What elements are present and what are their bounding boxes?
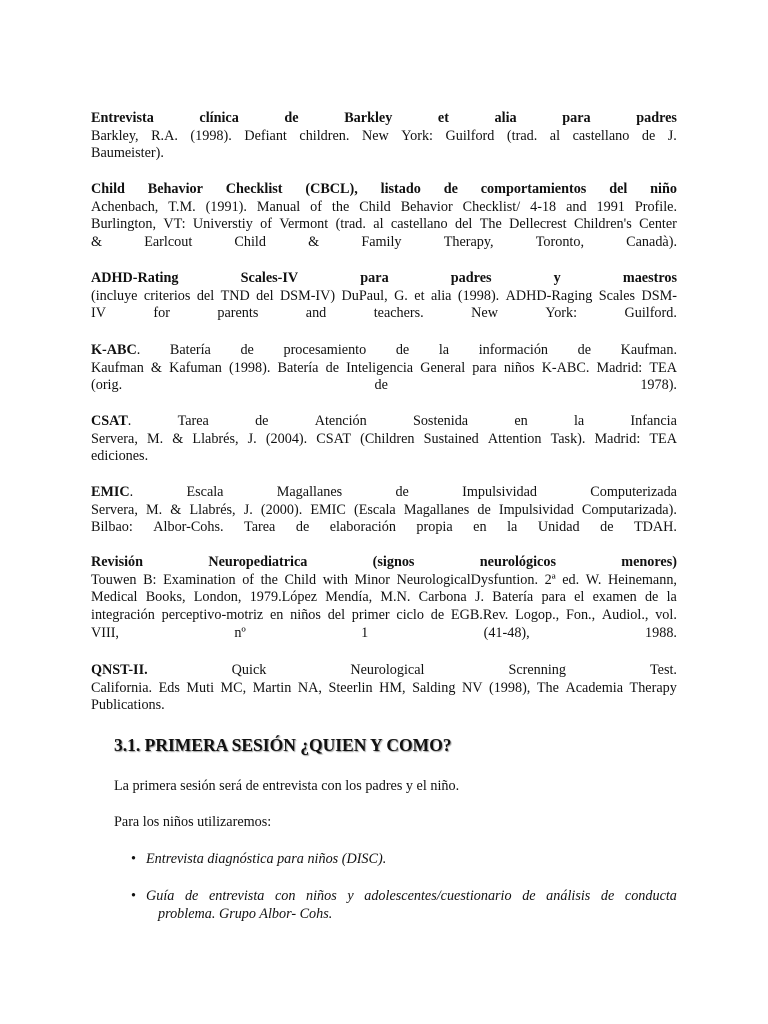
word: Bilbao: bbox=[91, 519, 133, 536]
word: IV bbox=[91, 305, 106, 322]
word: castellano bbox=[390, 216, 448, 233]
section-heading: 3.1. PRIMERA SESIÓN ¿QUIEN Y COMO? bbox=[114, 735, 452, 755]
intro-paragraph: La primera sesión será de entrevista con los padres y el niño. bbox=[114, 778, 460, 794]
word: NV bbox=[461, 679, 483, 696]
word: Scales-IV bbox=[240, 270, 299, 286]
word: 1 bbox=[361, 624, 369, 641]
word: de bbox=[240, 342, 254, 358]
word: DSM-IV) bbox=[279, 287, 336, 304]
word: con bbox=[274, 888, 296, 904]
reference-entry bbox=[91, 181, 677, 252]
word: Examination bbox=[163, 571, 236, 588]
word: York: bbox=[545, 305, 578, 322]
reference-title bbox=[91, 270, 677, 288]
word: el bbox=[574, 589, 585, 606]
word: de bbox=[477, 501, 491, 518]
word: en bbox=[473, 519, 487, 536]
word: M. bbox=[146, 501, 163, 518]
word: Burlington, bbox=[91, 216, 157, 233]
word: Behavior bbox=[147, 181, 203, 197]
word: Guilford. bbox=[624, 305, 677, 322]
word: TDAH. bbox=[634, 519, 677, 536]
word: Madrid: bbox=[596, 359, 643, 376]
word: of bbox=[260, 216, 272, 233]
word: York: bbox=[401, 127, 433, 144]
word: para bbox=[472, 359, 497, 376]
word: Earlcout bbox=[144, 234, 193, 251]
word: del bbox=[327, 607, 346, 624]
word: J. bbox=[474, 589, 485, 606]
word: & bbox=[170, 501, 182, 518]
word: Fon., bbox=[565, 607, 596, 624]
bullet-item-disc bbox=[131, 851, 677, 869]
word: de bbox=[374, 377, 388, 394]
reference-line bbox=[91, 360, 677, 378]
word: procesamiento bbox=[283, 342, 367, 358]
word: niños bbox=[306, 888, 337, 904]
word: Kaufman bbox=[91, 359, 144, 376]
word: Academia bbox=[565, 679, 623, 696]
word: (1998). bbox=[229, 359, 271, 376]
word: (2000). bbox=[260, 501, 303, 518]
word: & bbox=[308, 234, 320, 251]
word: M. bbox=[146, 430, 164, 447]
word: la bbox=[438, 342, 450, 358]
word: NA, bbox=[297, 679, 322, 696]
word: Guía bbox=[146, 888, 175, 904]
word: adolescentes/cuestionario bbox=[364, 888, 512, 904]
word: K-ABC. bbox=[541, 359, 590, 376]
word: Books, bbox=[145, 589, 186, 606]
word: Canadà). bbox=[626, 234, 677, 251]
word: CSAT bbox=[316, 430, 351, 447]
word: Profile. bbox=[634, 198, 677, 215]
word: entrevista bbox=[208, 888, 265, 904]
word: Magallanes bbox=[276, 484, 343, 500]
word: Mendía, bbox=[325, 589, 373, 606]
word: T.M. bbox=[168, 198, 196, 215]
word: información bbox=[478, 342, 549, 358]
word: children. bbox=[299, 127, 350, 144]
lead-paragraph: Para los niños utilizaremos: bbox=[114, 814, 272, 830]
word: (Escala bbox=[353, 501, 396, 518]
word: Servera, bbox=[91, 430, 138, 447]
word: del bbox=[256, 287, 274, 304]
word: Impulsividad bbox=[462, 484, 538, 500]
word: Computarizada). bbox=[581, 501, 677, 518]
word: Dellecrest bbox=[509, 216, 567, 233]
bullet-item-guia bbox=[131, 888, 677, 923]
word: conducta bbox=[624, 888, 677, 904]
word: (CBCL), bbox=[305, 181, 358, 197]
word: clínica bbox=[199, 110, 239, 126]
word: NeurologicalDysfuntion. bbox=[396, 571, 539, 588]
word: Tarea bbox=[244, 519, 276, 536]
reference-entry bbox=[91, 413, 677, 466]
word: MC, bbox=[220, 679, 247, 696]
word: Vermont bbox=[279, 216, 329, 233]
word: integración bbox=[91, 607, 155, 624]
word: listado bbox=[380, 181, 421, 197]
word: del bbox=[609, 181, 628, 197]
reference-title-bold: CSAT bbox=[91, 413, 128, 429]
reference-line bbox=[91, 680, 677, 698]
word: para bbox=[562, 110, 591, 126]
word: 1979.López bbox=[249, 589, 318, 606]
word: Eds bbox=[158, 679, 180, 696]
word: Steerlin bbox=[328, 679, 373, 696]
word: de bbox=[295, 519, 310, 536]
reference-line bbox=[91, 431, 677, 449]
word: propia bbox=[416, 519, 453, 536]
word: 1978). bbox=[640, 377, 677, 394]
reference-line bbox=[91, 377, 677, 395]
word: K-ABC. bbox=[91, 342, 141, 358]
word: TEA bbox=[649, 359, 677, 376]
word: Batería bbox=[169, 342, 211, 358]
word: Magallanes bbox=[403, 501, 470, 518]
word: maestros bbox=[622, 270, 677, 286]
reference-line bbox=[91, 305, 677, 323]
word: Attention bbox=[487, 430, 542, 447]
word: Therapy, bbox=[443, 234, 494, 251]
reference-title-bold: K-ABC bbox=[91, 342, 137, 358]
word: del bbox=[454, 216, 473, 233]
word: DuPaul, bbox=[341, 287, 388, 304]
word: de bbox=[577, 342, 592, 358]
word: de bbox=[395, 342, 410, 358]
word: et bbox=[414, 287, 425, 304]
word: & bbox=[150, 359, 162, 376]
word: ed. bbox=[562, 571, 580, 588]
word: New bbox=[471, 305, 498, 322]
word: de bbox=[395, 484, 409, 500]
bullet-icon: • bbox=[131, 851, 136, 867]
word: (incluye bbox=[91, 287, 138, 304]
word: Task). bbox=[550, 430, 586, 447]
word: of bbox=[242, 571, 255, 588]
word: of bbox=[310, 198, 322, 215]
word: de bbox=[184, 888, 199, 904]
word: la bbox=[573, 413, 585, 429]
word: R.A. bbox=[151, 127, 178, 144]
word: Sustained bbox=[423, 430, 479, 447]
word: Checklist/ bbox=[462, 198, 521, 215]
word: criterios bbox=[143, 287, 191, 304]
word: W. bbox=[585, 571, 602, 588]
word: Entrevista bbox=[91, 110, 154, 126]
word: EMIC. bbox=[91, 484, 134, 500]
word: Child bbox=[359, 198, 391, 215]
word: de bbox=[430, 607, 445, 624]
word: Audiol., bbox=[601, 607, 649, 624]
word: G. bbox=[394, 287, 408, 304]
word: Atención bbox=[314, 413, 367, 429]
word: (Children bbox=[360, 430, 415, 447]
word: Servera, bbox=[91, 501, 138, 518]
word: (1998). bbox=[190, 127, 232, 144]
word: Logop., bbox=[515, 607, 560, 624]
word: Computerizada bbox=[590, 484, 677, 500]
word: TEA bbox=[649, 430, 677, 447]
word: elaboración bbox=[329, 519, 396, 536]
bullet-text-line: problema. Grupo Albor- Cohs. bbox=[158, 905, 333, 922]
word: Screnning bbox=[508, 662, 566, 678]
word: 1988. bbox=[645, 624, 677, 641]
word: EGB.Rev. bbox=[450, 607, 509, 624]
word: Medical bbox=[91, 589, 138, 606]
word: Impulsividad bbox=[498, 501, 574, 518]
reference-line bbox=[91, 625, 677, 643]
word: ciclo bbox=[396, 607, 424, 624]
word: niños bbox=[503, 359, 535, 376]
word: Llabrés, bbox=[192, 430, 239, 447]
word: Guilford bbox=[445, 127, 495, 144]
word: Escala bbox=[186, 484, 224, 500]
word: de bbox=[522, 888, 536, 904]
word: Child bbox=[284, 571, 317, 588]
word: Batería bbox=[277, 359, 319, 376]
word: (trad. bbox=[506, 127, 538, 144]
reference-line: Publications. bbox=[91, 697, 165, 714]
word: Salding bbox=[412, 679, 456, 696]
reference-line bbox=[91, 502, 677, 520]
word: ADHD-Rating bbox=[91, 270, 179, 286]
word: Universtiy bbox=[192, 216, 253, 233]
reference-title-bold: EMIC bbox=[91, 484, 130, 500]
word: Defiant bbox=[244, 127, 287, 144]
word: Toronto, bbox=[535, 234, 585, 251]
reference-line bbox=[91, 288, 677, 306]
word: Checklist bbox=[225, 181, 283, 197]
word: de bbox=[644, 589, 659, 606]
word: Tarea bbox=[177, 413, 209, 429]
word: Muti bbox=[186, 679, 215, 696]
word: et bbox=[437, 110, 449, 126]
word: M.N. bbox=[380, 589, 411, 606]
word: J. bbox=[667, 127, 677, 144]
word: alia bbox=[494, 110, 517, 126]
word: Children's bbox=[573, 216, 632, 233]
word: de bbox=[284, 110, 299, 126]
word: Barkley bbox=[344, 110, 393, 126]
word: Child bbox=[91, 181, 125, 197]
word: and bbox=[566, 198, 587, 215]
word: vol. bbox=[655, 607, 677, 624]
word: New bbox=[361, 127, 389, 144]
reference-title bbox=[91, 484, 677, 502]
word: alia bbox=[430, 287, 452, 304]
word: Revisión bbox=[91, 554, 144, 570]
word: Test. bbox=[650, 662, 677, 678]
word: Child bbox=[234, 234, 266, 251]
word: en bbox=[270, 607, 284, 624]
word: examen bbox=[592, 589, 637, 606]
word: & bbox=[91, 234, 103, 251]
word: 1991 bbox=[596, 198, 625, 215]
word: ADHD-Raging bbox=[505, 287, 593, 304]
word bbox=[91, 662, 148, 680]
word: (orig. bbox=[91, 377, 123, 394]
word: Madrid: bbox=[594, 430, 641, 447]
reference-title bbox=[91, 181, 677, 199]
word: Batería bbox=[492, 589, 534, 606]
word: with bbox=[322, 571, 348, 588]
word: Achenbach, bbox=[91, 198, 159, 215]
word: neurológicos bbox=[479, 554, 556, 570]
word: B: bbox=[143, 571, 157, 588]
word: (1998). bbox=[457, 287, 500, 304]
bullet-icon: • bbox=[131, 888, 136, 904]
reference-line bbox=[91, 589, 677, 607]
word: The bbox=[479, 216, 502, 233]
reference-line: Baumeister). bbox=[91, 145, 164, 162]
word: padres bbox=[636, 110, 677, 126]
word: General bbox=[420, 359, 466, 376]
word: de bbox=[255, 413, 269, 429]
word: Neurological bbox=[350, 662, 425, 678]
reference-title-bold: QNST-II. bbox=[91, 662, 148, 678]
reference-title bbox=[91, 662, 677, 680]
word: HM, bbox=[379, 679, 406, 696]
reference-entry bbox=[91, 662, 677, 715]
word: Albor-Cohs. bbox=[153, 519, 224, 536]
word: (trad. bbox=[335, 216, 366, 233]
word: análisis bbox=[546, 888, 591, 904]
word: Behavior bbox=[400, 198, 453, 215]
word: al bbox=[373, 216, 384, 233]
word: the bbox=[331, 198, 350, 215]
reference-title bbox=[91, 554, 677, 572]
word: y bbox=[553, 270, 561, 286]
word: Llabrés, bbox=[189, 501, 236, 518]
word: The bbox=[536, 679, 559, 696]
reference-entry bbox=[91, 484, 677, 537]
word: de bbox=[600, 519, 614, 536]
reference-entry bbox=[91, 342, 677, 395]
reference-line bbox=[91, 607, 677, 625]
word: the bbox=[260, 571, 278, 588]
word: menores) bbox=[621, 554, 677, 570]
word: EMIC bbox=[310, 501, 346, 518]
word: padres bbox=[450, 270, 492, 286]
word: teachers. bbox=[373, 305, 424, 322]
word: y bbox=[347, 888, 354, 904]
word: 4-18 bbox=[530, 198, 557, 215]
reference-line bbox=[91, 216, 677, 234]
word: and bbox=[305, 305, 327, 322]
word: niño bbox=[650, 181, 677, 197]
reference-line bbox=[91, 572, 677, 590]
reference-title bbox=[91, 342, 677, 360]
word: Infancia bbox=[630, 413, 677, 429]
word: 2ª bbox=[544, 571, 556, 588]
word: Sostenida bbox=[412, 413, 469, 429]
word: California. bbox=[91, 679, 153, 696]
word: primer bbox=[351, 607, 390, 624]
word: (1998), bbox=[488, 679, 531, 696]
reference-title bbox=[91, 413, 677, 431]
word: (1991). bbox=[205, 198, 247, 215]
reference-line bbox=[91, 519, 677, 537]
reference-entry bbox=[91, 270, 677, 323]
word: Therapy bbox=[629, 679, 677, 696]
word: DSM- bbox=[641, 287, 677, 304]
word: (41-48), bbox=[483, 624, 530, 641]
word: Neuropediatrica bbox=[208, 554, 308, 570]
word: nº bbox=[234, 624, 246, 641]
word: VIII, bbox=[91, 624, 119, 641]
word: Kafuman bbox=[169, 359, 222, 376]
word: comportamientos bbox=[480, 181, 587, 197]
word: (signos bbox=[372, 554, 415, 570]
word: en bbox=[514, 413, 528, 429]
word: al bbox=[549, 127, 561, 144]
word: Center bbox=[639, 216, 677, 233]
word: J. bbox=[243, 501, 253, 518]
word: Heinemann, bbox=[608, 571, 677, 588]
word: parents bbox=[217, 305, 259, 322]
word: castellano bbox=[572, 127, 630, 144]
word: de bbox=[600, 888, 615, 904]
word: & bbox=[172, 430, 184, 447]
word: TND bbox=[220, 287, 250, 304]
word: Touwen bbox=[91, 571, 137, 588]
word: perceptivo-motriz bbox=[161, 607, 264, 624]
word: Family bbox=[361, 234, 402, 251]
reference-entry bbox=[91, 110, 677, 163]
word: (2004). bbox=[265, 430, 308, 447]
reference-line bbox=[91, 128, 677, 146]
word: J. bbox=[247, 430, 257, 447]
word: Scales bbox=[598, 287, 636, 304]
reference-line bbox=[91, 199, 677, 217]
word: VT: bbox=[163, 216, 186, 233]
reference-title bbox=[91, 110, 677, 128]
word: Barkley, bbox=[91, 127, 139, 144]
bullet-text-line bbox=[146, 888, 677, 906]
word: Manual bbox=[256, 198, 301, 215]
word: Minor bbox=[354, 571, 390, 588]
reference-line: ediciones. bbox=[91, 448, 149, 465]
word: Carbona bbox=[418, 589, 467, 606]
word: Kaufman. bbox=[620, 342, 677, 358]
word: la bbox=[666, 589, 677, 606]
word: for bbox=[153, 305, 170, 322]
word: Unidad bbox=[537, 519, 580, 536]
word: Inteligencia bbox=[346, 359, 414, 376]
bullet-text: Entrevista diagnóstica para niños (DISC). bbox=[146, 851, 387, 867]
word: para bbox=[541, 589, 566, 606]
word: niños bbox=[290, 607, 321, 624]
word: del bbox=[196, 287, 215, 304]
word: London, bbox=[193, 589, 242, 606]
reference-line bbox=[91, 234, 677, 252]
word: para bbox=[360, 270, 389, 286]
word: Martin bbox=[252, 679, 292, 696]
word: Quick bbox=[231, 662, 267, 678]
word: de bbox=[641, 127, 656, 144]
word: CSAT. bbox=[91, 413, 132, 429]
reference-entry bbox=[91, 554, 677, 642]
word: la bbox=[507, 519, 518, 536]
word: de bbox=[325, 359, 340, 376]
word: de bbox=[443, 181, 458, 197]
